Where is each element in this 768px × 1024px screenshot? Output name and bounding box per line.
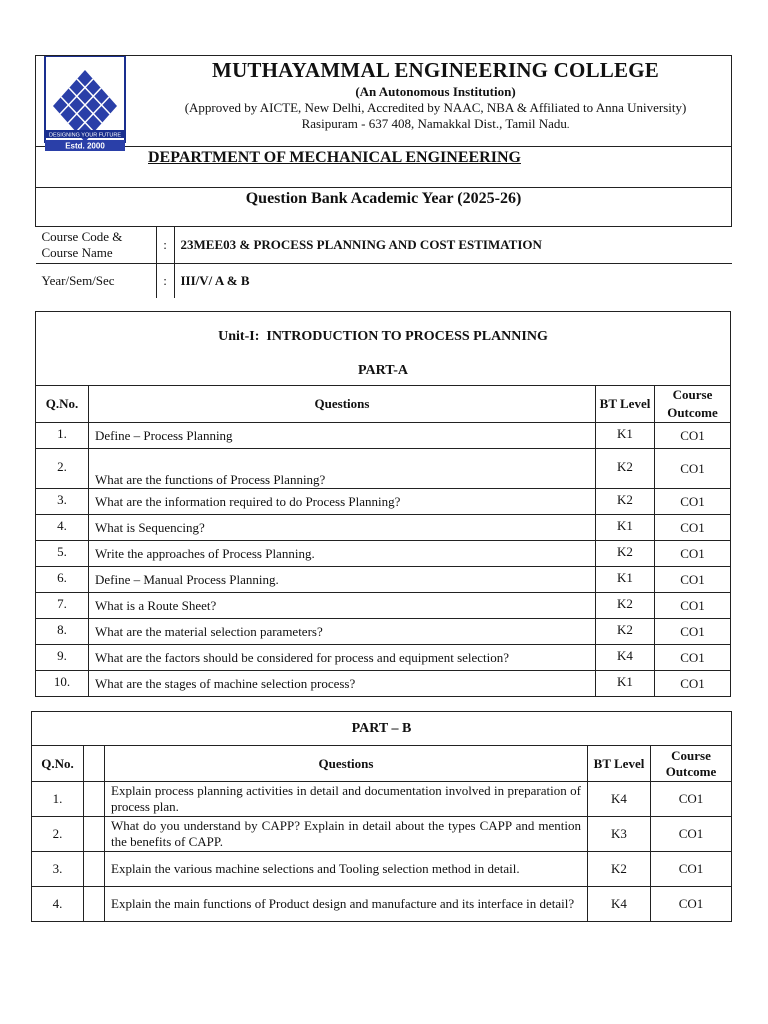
bt-level: K2	[596, 541, 655, 567]
table-row	[36, 449, 731, 489]
college-logo	[43, 56, 127, 152]
table-row	[36, 489, 731, 515]
col-qno: Q.No.	[32, 746, 84, 782]
question-text: What are the functions of Process Planning?	[89, 449, 596, 489]
logo-tagline: DESIGNING YOUR FUTURE	[48, 132, 122, 139]
college-title-cell	[140, 56, 732, 147]
bt-level: K2	[596, 449, 655, 489]
course-outcome: CO1	[651, 852, 732, 887]
question-text: What is a Route Sheet?	[89, 593, 596, 619]
table-row	[32, 887, 732, 922]
logo-estd: Estd. 2000	[65, 141, 105, 151]
bt-level: K1	[596, 423, 655, 449]
question-bank-title: Question Bank Academic Year (2025-26)	[245, 190, 522, 207]
table-row	[36, 645, 731, 671]
col-bt-level: BT Level	[588, 746, 651, 782]
bt-level: K4	[588, 887, 651, 922]
department-cell	[36, 147, 732, 188]
department-name: DEPARTMENT OF MECHANICAL ENGINEERING	[148, 149, 521, 166]
part-a-table	[35, 311, 731, 697]
row-number: 1.	[36, 423, 89, 449]
course-outcome: CO1	[655, 541, 731, 567]
col-qno: Q.No.	[36, 386, 89, 423]
course-outcome: CO1	[655, 593, 731, 619]
unit-label: Unit-I:	[218, 329, 260, 344]
question-text: Explain process planning activities in detail and documentation involved in preparation of process plan.	[105, 782, 588, 817]
bt-level: K2	[596, 593, 655, 619]
row-number: 3.	[36, 489, 89, 515]
course-value: 23MEE03 & PROCESS PLANNING AND COST ESTIMATION	[174, 227, 732, 264]
course-colon: :	[156, 227, 174, 264]
unit-title: INTRODUCTION TO PROCESS PLANNING	[266, 329, 548, 344]
table-row	[32, 782, 732, 817]
question-text: What are the factors should be considered for process and equipment selection?	[89, 645, 596, 671]
approval-text: (Approved by AICTE, New Delhi, Accredited by NAAC, NBA & Affiliated to Anna University)	[184, 100, 687, 115]
row-number: 4.	[32, 887, 84, 922]
unit-cell	[36, 312, 731, 386]
col-questions: Questions	[105, 746, 588, 782]
part-b-header-row	[32, 746, 732, 782]
course-outcome: CO1	[655, 515, 731, 541]
row-number: 8.	[36, 619, 89, 645]
table-row	[36, 671, 731, 697]
course-outcome: CO1	[655, 645, 731, 671]
spacer-cell	[84, 817, 105, 852]
question-text: What are the material selection parameters?	[89, 619, 596, 645]
year-label: Year/Sem/Sec	[36, 264, 157, 298]
row-number: 1.	[32, 782, 84, 817]
logo-cell	[36, 56, 141, 151]
course-outcome: CO1	[651, 817, 732, 852]
bt-level: K4	[588, 782, 651, 817]
bt-level: K2	[596, 489, 655, 515]
question-bank-cell	[36, 188, 732, 227]
course-outcome: CO1	[655, 449, 731, 489]
spacer-col	[84, 746, 105, 782]
bt-level: K1	[596, 671, 655, 697]
spacer-cell	[84, 887, 105, 922]
spacer-cell	[84, 782, 105, 817]
row-number: 10.	[36, 671, 89, 697]
year-value: III/V/ A & B	[174, 264, 732, 298]
col-bt-level: BT Level	[596, 386, 655, 423]
row-number: 7.	[36, 593, 89, 619]
question-text: Define – Manual Process Planning.	[89, 567, 596, 593]
course-label: Course Code & Course Name	[36, 227, 157, 264]
unit-heading	[36, 329, 730, 345]
course-outcome: CO1	[655, 619, 731, 645]
college-header-table	[35, 55, 732, 298]
table-row	[32, 817, 732, 852]
course-outcome: CO1	[651, 782, 732, 817]
row-number: 9.	[36, 645, 89, 671]
bt-level: K3	[588, 817, 651, 852]
row-number: 5.	[36, 541, 89, 567]
part-b-title: PART – B	[32, 712, 732, 746]
question-text: What do you understand by CAPP? Explain in detail about the types CAPP and mention the benefits of CAPP.	[105, 817, 588, 852]
col-course-outcome: Course Outcome	[651, 746, 732, 782]
table-row	[36, 515, 731, 541]
table-row	[36, 567, 731, 593]
question-text: What are the information required to do Process Planning?	[89, 489, 596, 515]
table-row	[36, 423, 731, 449]
course-outcome: CO1	[651, 887, 732, 922]
address-text: Rasipuram - 637 408, Namakkal Dist., Tamil Nadu	[301, 116, 567, 131]
col-questions: Questions	[89, 386, 596, 423]
question-text: Explain the main functions of Product design and manufacture and its interface in detail?	[105, 887, 588, 922]
course-outcome: CO1	[655, 489, 731, 515]
course-outcome: CO1	[655, 567, 731, 593]
row-number: 2.	[36, 449, 89, 489]
autonomous-text: (An Autonomous Institution)	[355, 84, 516, 99]
part-a-header-row	[36, 386, 731, 423]
course-outcome: CO1	[655, 423, 731, 449]
college-name: MUTHAYAMMAL ENGINEERING COLLEGE	[212, 58, 659, 82]
question-text: Write the approaches of Process Planning.	[89, 541, 596, 567]
course-info-table	[36, 227, 732, 298]
bt-level: K1	[596, 567, 655, 593]
col-course-outcome: Course Outcome	[655, 386, 731, 423]
spacer-cell	[84, 852, 105, 887]
row-number: 4.	[36, 515, 89, 541]
row-number: 6.	[36, 567, 89, 593]
bt-level: K4	[596, 645, 655, 671]
bt-level: K2	[588, 852, 651, 887]
address-line	[140, 116, 731, 134]
question-text: What is Sequencing?	[89, 515, 596, 541]
year-colon: :	[156, 264, 174, 298]
address-end: .	[566, 120, 570, 131]
question-text: Explain the various machine selections and Tooling selection method in detail.	[105, 852, 588, 887]
table-row	[32, 852, 732, 887]
table-row	[36, 593, 731, 619]
question-text: Define – Process Planning	[89, 423, 596, 449]
row-number: 3.	[32, 852, 84, 887]
course-outcome: CO1	[655, 671, 731, 697]
question-text: What are the stages of machine selection process?	[89, 671, 596, 697]
table-row	[36, 541, 731, 567]
row-number: 2.	[32, 817, 84, 852]
bt-level: K2	[596, 619, 655, 645]
part-b-table	[31, 711, 732, 922]
part-a-title: PART-A	[357, 363, 409, 378]
bt-level: K1	[596, 515, 655, 541]
table-row	[36, 619, 731, 645]
